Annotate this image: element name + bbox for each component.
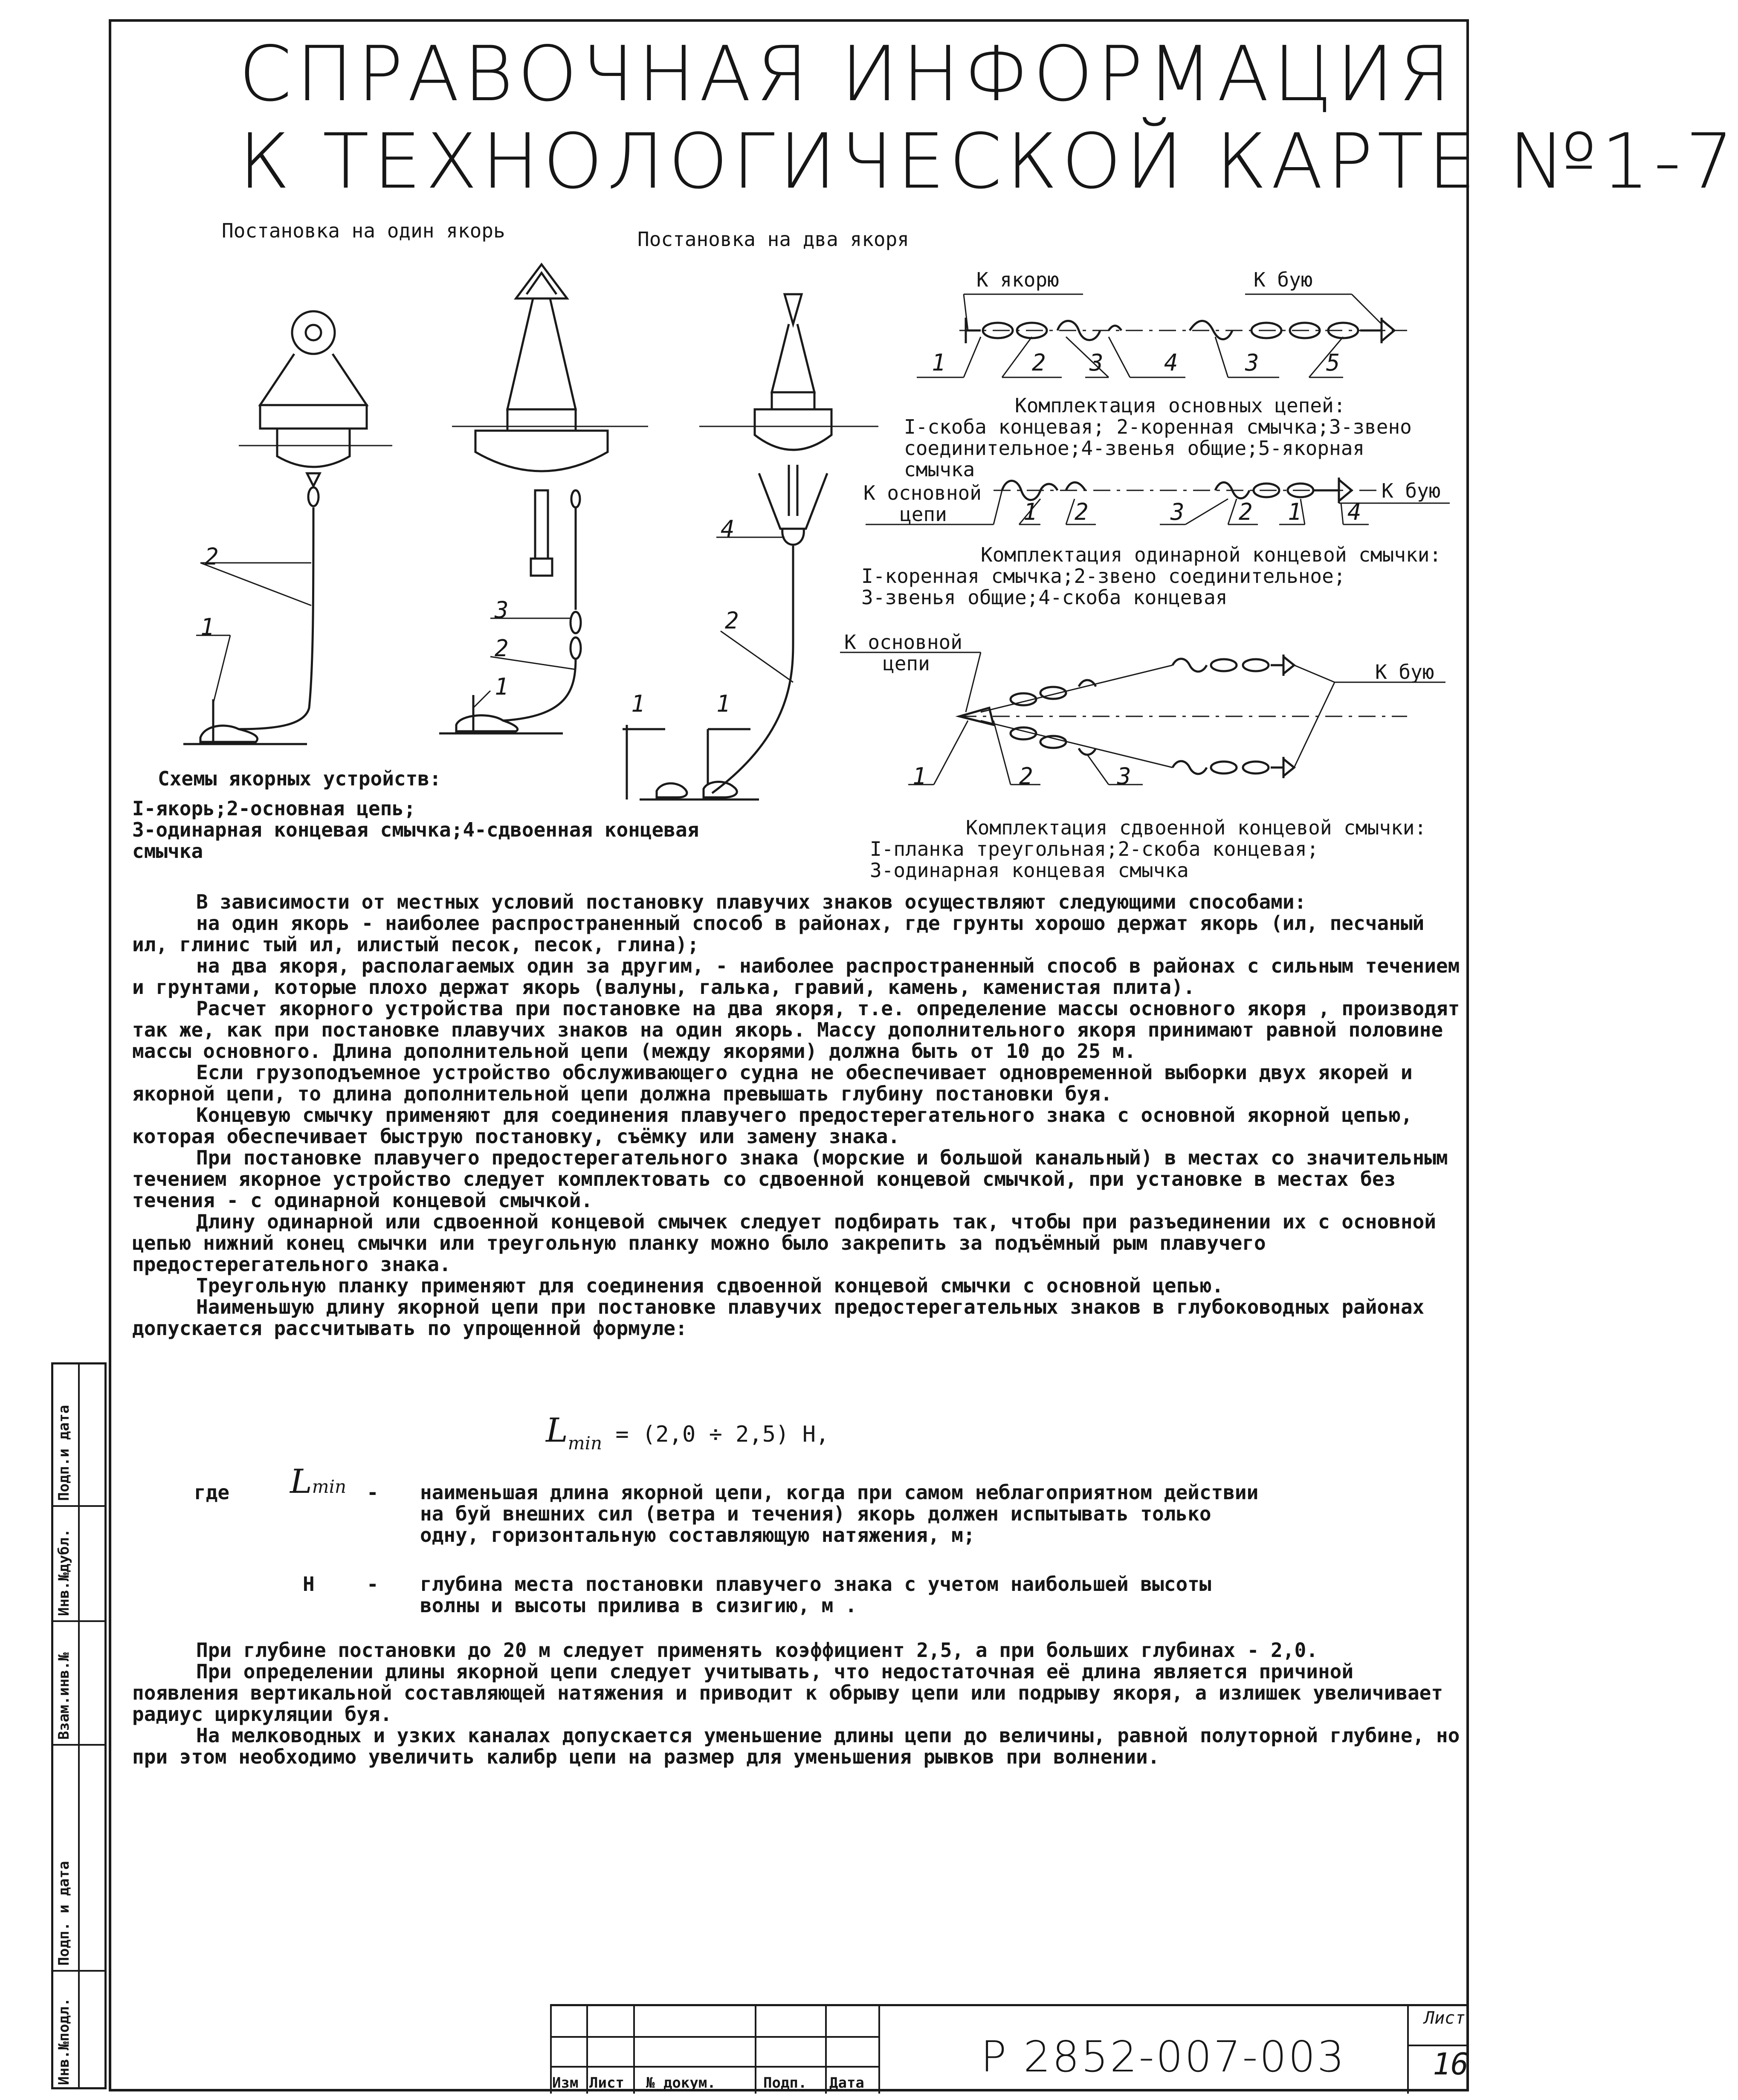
main-chain-num-2: 2 [1032, 349, 1046, 376]
main-chain-caption-2: I-скоба концевая; 2-коренная смычка;3-звено [904, 415, 1412, 438]
paragraph: На мелководных и узких каналах допускается уменьшение длины цепи до величины, равной полуторной глубине, но при этом необходимо увеличить калибр цепи на размер для уменьшения рывков при волнении. [132, 1724, 1460, 1768]
double-end-caption-1: Комплектация сдвоенной концевой смычки: [966, 816, 1427, 839]
callout-1c: 1 [631, 690, 645, 717]
callout-1: 1 [200, 614, 214, 640]
stamp-col-list: Лист [589, 2074, 624, 2091]
callout-4: 4 [721, 516, 735, 542]
callout-2c: 2 [725, 607, 739, 634]
paragraph: Наименьшую длину якорной цепи при постановке плавучих предостерегательных знаков в глубоководных районах допускается рассчитывать по упрощенной формуле: [132, 1295, 1425, 1340]
callout-3: 3 [495, 597, 509, 623]
lmin-L: L [290, 1463, 312, 1501]
sheet-label: Лист [1424, 2008, 1466, 2028]
h-symbol: Н [303, 1573, 315, 1596]
main-chain-to-buoy: К бую [1254, 268, 1313, 291]
sidebar-label-inv-dup: Инв.№дубл. [55, 1529, 72, 1616]
sidebar-label-sign-date-2: Подп. и дата [55, 1861, 72, 1966]
callout-1b: 1 [495, 673, 509, 700]
scheme-line-3: смычка [132, 840, 203, 863]
main-chain-num-1: 1 [932, 349, 946, 376]
lmin-dash: - [367, 1481, 379, 1504]
paragraph: При постановке плавучего предостерегательного знака (морские и большой канальный) в местах со значительным течением якорное устройство следует комплектовать со сдвоенной концевой смычкой, при установке в местах без течения - с одинарной концевой смычкой. [132, 1146, 1448, 1212]
double-end-num-1: 1 [912, 763, 927, 790]
sidebar-label-sign-date: Подп.и дата [55, 1405, 72, 1501]
formula-rest: = (2,0 ÷ 2,5) Н, [615, 1422, 829, 1447]
main-chain-caption-4: смычка [904, 458, 975, 481]
single-end-num-1: 1 [1023, 498, 1037, 525]
double-end-caption-2: I-планка треугольная;2-скоба концевая; [870, 837, 1319, 860]
main-chain-num-3: 3 [1089, 349, 1104, 376]
single-end-num-2: 2 [1075, 498, 1089, 525]
callout-2b: 2 [495, 635, 509, 662]
main-chain-num-3b: 3 [1245, 349, 1259, 376]
callout-2: 2 [205, 543, 219, 570]
sheet-number: 16 [1433, 2047, 1469, 2082]
lmin-def-line: одну, горизонтальную составляющую натяжения, м; [420, 1524, 975, 1547]
main-chain-caption-1: Комплектация основных цепей: [1015, 394, 1346, 417]
paragraph: на два якоря, располагаемых один за другим, - наиболее распространенный способ в районах с сильным течением и грунтами, которые плохо держат якорь (валуны, галька, гравий, камень, каменистая плита). [132, 954, 1460, 999]
single-end-num-4: 4 [1347, 498, 1361, 525]
lmin-definition [420, 1482, 1258, 1546]
double-end-to-main-2: цепи [883, 652, 930, 675]
formula-L: L [546, 1411, 568, 1450]
page-title-line1: СПРАВОЧНАЯ ИНФОРМАЦИЯ [239, 30, 1455, 118]
body-text [132, 891, 1463, 1339]
paragraph: на один якорь - наиболее распространенный способ в районах, где грунты хорошо держат якорь (ил, песчаный ил, глинис тый ил, илистый песок, песок, глина); [132, 912, 1425, 956]
caption-single-anchor: Постановка на один якорь [222, 219, 505, 242]
stamp-col-izm: Изм [552, 2074, 579, 2091]
h-dash: - [367, 1573, 379, 1596]
single-end-num-2b: 2 [1239, 498, 1253, 525]
double-end-num-2: 2 [1019, 763, 1033, 790]
paragraph: При определении длины якорной цепи следует учитывать, что недостаточная её длина является причиной появления вертикальной составляющей натяжения и приводит к обрыву цепи или подрыву якоря, а излишек увеличивает радиус циркуляции буя. [132, 1660, 1443, 1726]
single-end-to-main-1: К основной [863, 481, 982, 504]
scheme-title: Схемы якорных устройств: [158, 767, 441, 790]
where-word: где [194, 1481, 230, 1504]
single-end-to-buoy: К бую [1382, 479, 1441, 502]
single-end-caption-1: Комплектация одинарной концевой смычки: [981, 543, 1442, 566]
page-title-line2: К ТЕХНОЛОГИЧЕСКОЙ КАРТЕ №1-7 [239, 117, 1738, 206]
h-definition [420, 1573, 1211, 1616]
double-end-to-buoy: К бую [1375, 660, 1434, 684]
double-end-num-3: 3 [1117, 763, 1131, 790]
caption-double-anchor: Постановка на два якоря [637, 228, 909, 251]
buoy-double-anchor [623, 294, 831, 799]
stamp-col-doc: № докум. [646, 2074, 716, 2091]
paragraph: Если грузоподъемное устройство обслуживающего судна не обеспечивает одновременной выборки двух якорей и якорной цепи, то длина дополнительной цепи должна превышать глубину постановки буя. [132, 1061, 1413, 1105]
sidebar-label-inv-orig: Инв.№подл. [55, 1998, 72, 2085]
body-text-tail [132, 1639, 1463, 1767]
lmin-sub: min [312, 1476, 347, 1497]
stamp-col-date: Дата [829, 2074, 864, 2091]
single-end-caption-2: I-коренная смычка;2-звено соединительное; [861, 565, 1346, 588]
single-end-num-1b: 1 [1288, 498, 1302, 525]
buoy-single-anchor-2 [439, 264, 608, 733]
buoy-single-anchor-1 [183, 311, 367, 744]
paragraph: Длину одинарной или сдвоенной концевой смычек следует подбирать так, чтобы при разъединении их с основной цепью нижний конец смычки или треугольную планку можно было закрепить за подъёмный рым плавучего предостерегательного знака. [132, 1210, 1436, 1276]
lmin-def-line: на буй внешних сил (ветра и течения) якорь должен испытывать только [420, 1502, 1211, 1525]
main-chain-num-5: 5 [1326, 349, 1340, 376]
lmin-symbol [290, 1463, 347, 1501]
paragraph: Концевую смычку применяют для соединения плавучего предостерегательного знака с основной якорной цепью, которая обеспечивает быструю постановку, съёмку или замену знака. [132, 1104, 1413, 1148]
formula-lmin [546, 1411, 829, 1454]
h-def-line: волны и высоты прилива в сизигию, м . [420, 1594, 857, 1617]
single-end-num-3: 3 [1170, 498, 1185, 525]
formula-sub: min [568, 1433, 603, 1454]
callout-1d: 1 [716, 690, 730, 717]
double-end-chain-diagram [840, 652, 1445, 785]
stamp-col-sign: Подп. [763, 2074, 807, 2091]
single-end-caption-3: 3-звенья общие;4-скоба концевая [861, 586, 1228, 609]
main-chain-caption-3: соединительное;4-звенья общие;5-якорная [904, 437, 1365, 460]
scheme-line-2: 3-одинарная концевая смычка;4-сдвоенная концевая [132, 818, 699, 841]
double-end-caption-3: 3-одинарная концевая смычка [870, 859, 1189, 882]
double-end-to-main-1: К основной [844, 631, 962, 654]
paragraph: В зависимости от местных условий постановку плавучих знаков осуществляют следующими способами: [196, 890, 1306, 913]
scheme-line-1: I-якорь;2-основная цепь; [132, 797, 416, 820]
paragraph: При глубине постановки до 20 м следует применять коэффициент 2,5, а при больших глубинах - 2,0. [196, 1639, 1318, 1662]
paragraph: Треугольную планку применяют для соединения сдвоенной концевой смычки с основной цепью. [196, 1274, 1224, 1297]
lmin-def-line: наименьшая длина якорной цепи, когда при самом неблагоприятном действии [420, 1481, 1259, 1504]
h-def-line: глубина места постановки плавучего знака с учетом наибольшей высоты [420, 1573, 1211, 1596]
document-number: Р 2852-007-003 [981, 2032, 1346, 2082]
main-chain-num-4: 4 [1164, 349, 1178, 376]
single-end-to-main-2: цепи [900, 503, 947, 526]
main-chain-to-anchor: К якорю [976, 268, 1059, 291]
paragraph: Расчет якорного устройства при постановке на два якоря, т.е. определение массы основного якоря , производят так же, как при постановке плавучих знаков на один якорь. Массу дополнительного якоря принимают равной половине массы основного. Длина дополнительной цепи (между якорями) должна быть от 10 до 25 м. [132, 997, 1460, 1063]
sidebar-label-replace: Взам.инв.№ [55, 1652, 72, 1740]
